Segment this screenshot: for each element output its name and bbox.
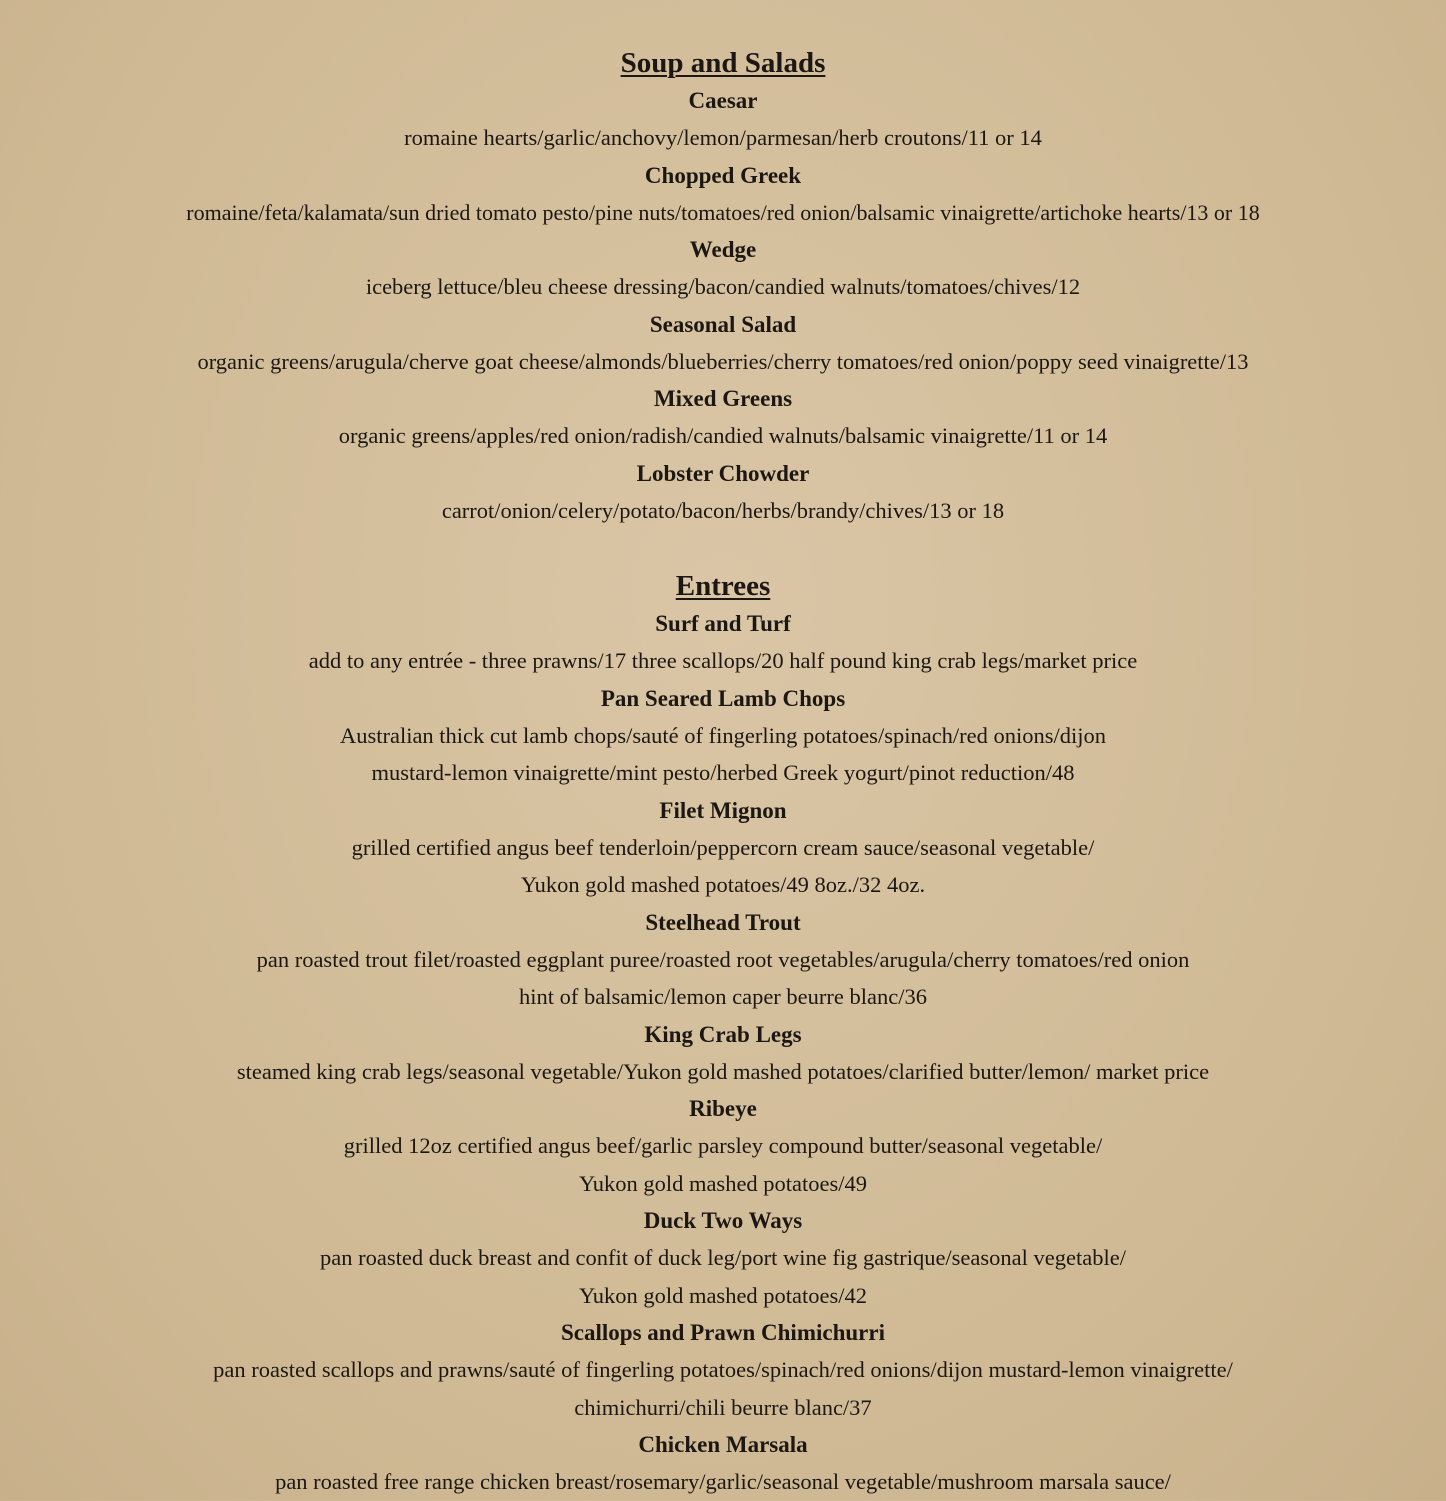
menu-item-description: carrot/onion/celery/potato/bacon/herbs/brandy/chives/13 or 18	[441, 497, 1005, 523]
menu-item-name: Duck Two Ways	[643, 1208, 803, 1233]
menu-item-name: Pan Seared Lamb Chops	[600, 685, 846, 711]
menu-item-description: steamed king crab legs/seasonal vegetable/Yukon gold mashed potatoes/clarified butter/lemon/ market price	[236, 1058, 1210, 1084]
menu-item-name: Scallops and Prawn Chimichurri	[561, 1320, 885, 1345]
menu-item-description: pan roasted free range chicken breast/rosemary/garlic/seasonal vegetable/mushroom marsala sauce/	[275, 1469, 1171, 1494]
menu-item-name: King Crab Legs	[644, 1021, 802, 1047]
menu-item-description: grilled certified angus beef tenderloin/peppercorn cream sauce/seasonal vegetable/	[351, 834, 1095, 860]
menu-item-description: chimichurri/chili beurre blanc/37	[574, 1394, 872, 1420]
menu-item-description: Australian thick cut lamb chops/sauté of fingerling potatoes/spinach/red onions/dijon	[339, 722, 1107, 748]
section-title: Soup and Salads	[620, 47, 826, 79]
menu-item-description: add to any entrée - three prawns/17 three scallops/20 half pound king crab legs/market price	[308, 648, 1138, 673]
menu-item-description: Yukon gold mashed potatoes/49	[578, 1170, 868, 1196]
menu-item-description: pan roasted duck breast and confit of duck leg/port wine fig gastrique/seasonal vegetable/	[320, 1245, 1126, 1270]
menu-item-description: Yukon gold mashed potatoes/42	[578, 1282, 868, 1308]
menu-item-description: organic greens/arugula/cherve goat cheese/almonds/blueberries/cherry tomatoes/red onion/poppy seed vinaigrette/13	[197, 348, 1249, 374]
menu-item-description: Yukon gold mashed potatoes/49 8oz./32 4oz.	[520, 872, 926, 897]
menu-item-description: mustard-lemon vinaigrette/mint pesto/herbed Greek yogurt/pinot reduction/48	[371, 760, 1075, 785]
menu-item-name: Ribeye	[689, 1096, 757, 1121]
menu-item-description: romaine/feta/kalamata/sun dried tomato pesto/pine nuts/tomatoes/red onion/balsamic vinaigrette/artichoke hearts/13 or 18	[186, 199, 1260, 225]
menu-item-name: Steelhead Trout	[645, 909, 801, 935]
menu-item-description: hint of balsamic/lemon caper beurre blanc/36	[519, 984, 927, 1009]
section-title: Entrees	[675, 570, 771, 602]
menu-item-description: grilled 12oz certified angus beef/garlic parsley compound butter/seasonal vegetable/	[343, 1133, 1103, 1158]
menu-item-name: Seasonal Salad	[649, 311, 797, 337]
menu-item-description: pan roasted scallops and prawns/sauté of fingerling potatoes/spinach/red onions/dijon mustard-lemon vinaigrette/	[213, 1357, 1233, 1382]
menu-item-description: romaine hearts/garlic/anchovy/lemon/parmesan/herb croutons/11 or 14	[404, 125, 1042, 150]
menu-item-name: Lobster Chowder	[636, 460, 810, 486]
menu-item-description: iceberg lettuce/bleu cheese dressing/bacon/candied walnuts/tomatoes/chives/12	[365, 274, 1081, 299]
menu-item-name: Mixed Greens	[653, 386, 793, 411]
section-soup-and-salads	[0, 0, 1446, 529]
menu-item-name: Filet Mignon	[659, 797, 787, 823]
menu-item-name: Wedge	[689, 237, 757, 262]
menu-item-name: Caesar	[688, 88, 758, 113]
menu-item-description: organic greens/apples/red onion/radish/candied walnuts/balsamic vinaigrette/11 or 14	[338, 423, 1108, 448]
menu-item-name: Chicken Marsala	[638, 1432, 808, 1457]
menu-item-description: pan roasted trout filet/roasted eggplant puree/roasted root vegetables/arugula/cherry tomatoes/red onion	[256, 946, 1190, 972]
section-entrees	[0, 529, 1446, 1501]
menu-item-name: Chopped Greek	[644, 162, 802, 188]
menu-item-name: Surf and Turf	[655, 611, 791, 636]
